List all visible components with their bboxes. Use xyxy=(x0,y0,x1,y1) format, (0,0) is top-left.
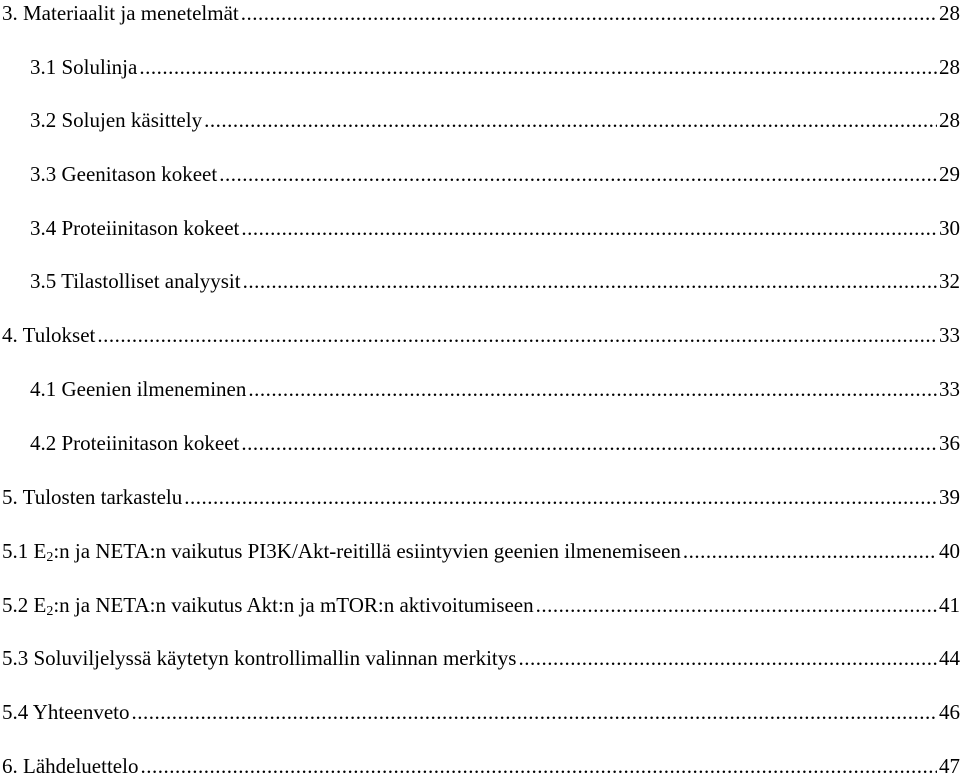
subscript-text: 2 xyxy=(46,604,54,619)
toc-entry[interactable] xyxy=(2,485,960,509)
toc-dot-leader xyxy=(683,539,937,563)
toc-page-number: 33 xyxy=(939,323,960,347)
toc-entry-title-suffix: :n ja NETA:n vaikutus PI3K/Akt-reitillä esiintyvien geenien ilmenemiseen xyxy=(53,539,681,563)
toc-entry[interactable] xyxy=(30,431,960,455)
toc-entry-title: 4. Tulokset xyxy=(2,323,96,347)
toc-page-number: 30 xyxy=(939,216,960,240)
toc-entry-title: 3. Materiaalit ja menetelmät xyxy=(2,1,239,25)
toc-page-number: 36 xyxy=(939,431,960,455)
toc-entry-title: 3.3 Geenitason kokeet xyxy=(30,162,218,186)
toc-entry[interactable] xyxy=(30,162,960,186)
toc-dot-leader xyxy=(140,754,937,778)
toc-dot-leader xyxy=(241,1,937,25)
toc-entry-title: 5.4 Yhteenveto xyxy=(2,700,130,724)
toc-page-number: 47 xyxy=(939,754,960,778)
toc-entry-title: 6. Lähdeluettelo xyxy=(2,754,139,778)
toc-entry[interactable] xyxy=(2,1,960,25)
toc-dot-leader xyxy=(139,55,937,79)
subscript-text: 2 xyxy=(46,550,54,565)
toc-entry[interactable] xyxy=(2,323,960,347)
toc-dot-leader xyxy=(536,593,937,617)
toc-entry-title-prefix: 5.1 E xyxy=(2,539,47,563)
toc-entry-title xyxy=(2,593,534,617)
toc-page-number: 46 xyxy=(939,700,960,724)
toc-dot-leader xyxy=(241,431,937,455)
toc-entry-title: 4.1 Geenien ilmeneminen xyxy=(30,377,247,401)
toc-dot-leader xyxy=(241,216,937,240)
toc-entry-title: 5. Tulosten tarkastelu xyxy=(2,485,183,509)
toc-entry[interactable] xyxy=(30,216,960,240)
toc-entry-title-prefix: 5.2 E xyxy=(2,593,47,617)
toc-entry-title-suffix: :n ja NETA:n vaikutus Akt:n ja mTOR:n aktivoitumiseen xyxy=(53,593,534,617)
toc-entry-title: 4.2 Proteiinitason kokeet xyxy=(30,431,240,455)
toc-dot-leader xyxy=(204,108,937,132)
toc-dot-leader xyxy=(243,269,937,293)
toc-page-number: 28 xyxy=(939,55,960,79)
toc-entry[interactable] xyxy=(30,377,960,401)
toc-entry[interactable] xyxy=(2,593,960,617)
toc-entry[interactable] xyxy=(30,269,960,293)
toc-entry-title xyxy=(2,539,681,563)
toc-page-number: 28 xyxy=(939,108,960,132)
toc-entry-title: 5.3 Soluviljelyssä käytetyn kontrollimallin valinnan merkitys xyxy=(2,646,517,670)
toc-entry[interactable] xyxy=(2,646,960,670)
toc-entry-title: 3.2 Solujen käsittely xyxy=(30,108,203,132)
toc-dot-leader xyxy=(219,162,937,186)
toc-page-number: 40 xyxy=(939,539,960,563)
toc-entry-title: 3.4 Proteiinitason kokeet xyxy=(30,216,240,240)
toc-entry[interactable] xyxy=(30,55,960,79)
toc-page-number: 29 xyxy=(939,162,960,186)
toc-entry-title: 3.1 Solulinja xyxy=(30,55,138,79)
toc-entry[interactable] xyxy=(2,754,960,778)
toc-page-number: 28 xyxy=(939,1,960,25)
toc-entry[interactable] xyxy=(30,108,960,132)
toc-page-number: 41 xyxy=(939,593,960,617)
toc-dot-leader xyxy=(518,646,937,670)
toc-dot-leader xyxy=(132,700,937,724)
toc-dot-leader xyxy=(97,323,937,347)
toc-entry[interactable] xyxy=(2,539,960,563)
toc-page-number: 44 xyxy=(939,646,960,670)
toc-entry-title: 3.5 Tilastolliset analyysit xyxy=(30,269,241,293)
toc-dot-leader xyxy=(248,377,937,401)
toc-page-number: 39 xyxy=(939,485,960,509)
toc-entry[interactable] xyxy=(2,700,960,724)
toc-page-number: 33 xyxy=(939,377,960,401)
toc-page-number: 32 xyxy=(939,269,960,293)
toc-dot-leader xyxy=(184,485,937,509)
